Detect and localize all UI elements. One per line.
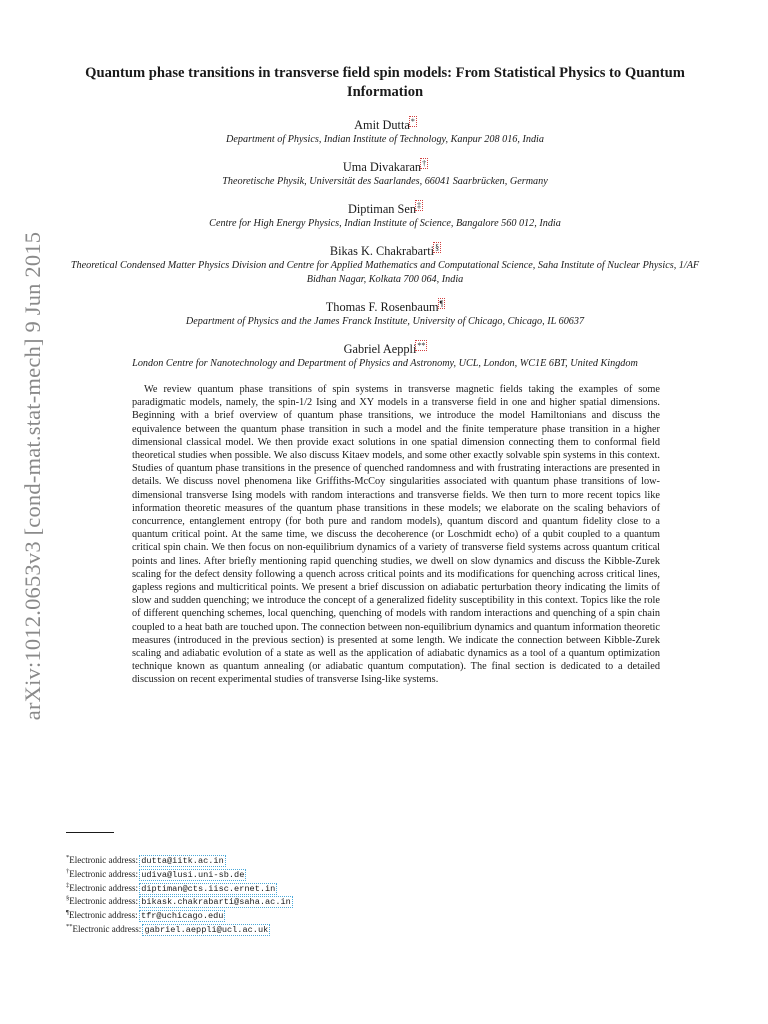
footnote-item	[66, 882, 292, 896]
author-name-text: Uma Divakaran	[342, 160, 422, 174]
author-name	[64, 299, 706, 315]
author-name-text: Thomas F. Rosenbaum	[325, 300, 439, 314]
footnote-link[interactable]: ‡	[416, 200, 421, 210]
author-name-text: Diptiman Sen	[348, 202, 416, 216]
author-block	[64, 243, 706, 287]
author-affiliation: Department of Physics and the James Franck Institute, University of Chicago, Chicago, IL 60637	[185, 316, 585, 327]
footnote-mark: §	[66, 895, 70, 903]
arxiv-stamp	[18, 196, 48, 756]
footnote-mark: ‡	[66, 881, 70, 889]
footnote-label: Electronic address:	[69, 855, 138, 865]
author-name	[64, 201, 706, 217]
footnote-label: Electronic address:	[69, 896, 138, 907]
footnote-mark: ¶	[66, 909, 69, 917]
author-name-text: Amit Dutta	[354, 118, 410, 132]
footnote-link[interactable]: **	[417, 340, 426, 350]
author-affiliation: London Centre for Nanotechnology and Department of Physics and Astronomy, UCL, London, WC1E 6BT, United Kingdom	[132, 358, 638, 369]
author-block	[64, 117, 706, 147]
author-name-text: Bikas K. Chakrabarti	[329, 244, 435, 258]
author-name	[64, 117, 706, 133]
paper-title: Quantum phase transitions in transverse field spin models: From Statistical Physics to Quantum Information	[85, 65, 685, 100]
footnote-link[interactable]: †	[422, 158, 427, 168]
email-link[interactable]: gabriel.aeppli@ucl.ac.uk	[144, 924, 269, 935]
author-affiliation: Theoretische Physik, Universität des Saarlandes, 66041 Saarbrücken, Germany	[222, 176, 548, 187]
footnote-item	[66, 909, 292, 923]
paper-page	[64, 64, 706, 687]
footnote-label: Electronic address:	[69, 868, 138, 879]
footnote-label: Electronic address:	[69, 882, 138, 893]
author-block	[64, 299, 706, 329]
email-link[interactable]: diptiman@cts.iisc.ernet.in	[141, 883, 276, 894]
footnote-mark: †	[66, 867, 70, 875]
abstract: We review quantum phase transitions of spin systems in transverse magnetic fields taking the examples of some paradigmatic models, namely, the spin-1/2 Ising and XY models in a transverse field in one and higher spatial dimensions. Beginning with a brief overview of quantum phase transitions, we introduce the model Hamiltonians and discuss the equivalence between the quantum phase transition in such a model and the finite temperature phase transition in a higher dimensional classical model. We then provide exact solutions in one spatial dimension connecting them to conformal field theoretical studies when possible. We also discuss Kitaev models, and some other exactly solvable spin systems in this context. Studies of quantum phase transitions in the presence of quenched randomness and with frustrating interactions are presented in details. We discuss novel phenomena like Griffiths-McCoy singularities associated with quantum phase transitions of low-dimensional transverse Ising models with random interactions and transverse fields. We then turn to more recent topics like information theoretic measures of the quantum phase transitions in these models; we elaborate on the scaling behaviors of concurrence, entanglement entropy (for both pure and random models), quantum discord and quantum fidelity close to a quantum critical point. At the same time, we discuss the decoherence (or Loschmidt echo) of a qubit coupled to a quantum critical spin chain. We then focus on non-equilibrium dynamics of a variety of transverse field systems across quantum critical points and lines. After briefly mentioning rapid quenching studies, we dwell on slow dynamics and discuss the Kibble-Zurek scaling for the defect density following a quench across critical points and its modifications for quenching across critical lines, gapless regions and multicritical points. We present a brief discussion on adiabatic perturbation theory indicating the limits of slow and sudden quenching; we introduce the concept of a generalized fidelity susceptibility in this context. Topics like the role of different quenching schemes, local quenching, quenching of models with random interactions and quenching of a spin chain coupled to a heat bath are touched upon. The connection between non-equilibrium dynamics and quantum information theoretic measures (introduced in the previous section) is presented at some length. We indicate the connection between Kibble-Zurek scaling and adiabatic evolution of a state as well as the application of adiabatic dynamics as a tool of a quantum optimization technique known as quantum annealing (or adiabatic quantum computation). The final section is dedicated to a detailed discussion on recent experimental studies of transverse Ising-like systems.	[132, 384, 660, 686]
footnote-link[interactable]: ¶	[439, 298, 444, 308]
author-affiliation: Department of Physics, Indian Institute of Technology, Kanpur 208 016, India	[226, 134, 544, 145]
author-block	[64, 341, 706, 371]
footnote-label: Electronic address:	[68, 910, 138, 921]
footnotes	[66, 854, 292, 937]
footnote-mark: *	[66, 854, 70, 861]
author-affiliation: Theoretical Condensed Matter Physics Division and Centre for Applied Mathematics and Computational Science, Saha Institute of Nuclear Physics, 1/AF Bidhan Nagar, Kolkata 700 064, India	[70, 260, 700, 285]
footnote-item	[66, 854, 292, 868]
author-list	[64, 117, 706, 371]
footnote-item	[66, 868, 292, 882]
footnote-link[interactable]: *	[410, 116, 415, 126]
email-link[interactable]: bikask.chakrabarti@saha.ac.in	[141, 897, 291, 908]
author-block	[64, 201, 706, 231]
email-link[interactable]: dutta@iitk.ac.in	[141, 856, 224, 866]
footnote-item	[66, 895, 292, 909]
author-name-text: Gabriel Aeppli	[343, 342, 417, 356]
email-link[interactable]: udiva@lusi.uni-sb.de	[141, 869, 245, 880]
footnote-divider	[66, 832, 114, 833]
footnote-mark: **	[66, 922, 73, 930]
footnote-label: Electronic address:	[72, 923, 142, 934]
author-block	[64, 159, 706, 189]
author-name	[64, 243, 706, 259]
author-name	[64, 159, 706, 175]
footnote-link[interactable]: §	[435, 242, 440, 252]
arxiv-stamp-text: arXiv:1012.0653v3 [cond-mat.stat-mech] 9 Jun 2015	[20, 231, 46, 721]
author-affiliation: Centre for High Energy Physics, Indian Institute of Science, Bangalore 560 012, India	[209, 218, 561, 229]
footnote-item	[66, 923, 292, 937]
author-name	[64, 341, 706, 357]
email-link[interactable]: tfr@uchicago.edu	[140, 911, 224, 922]
